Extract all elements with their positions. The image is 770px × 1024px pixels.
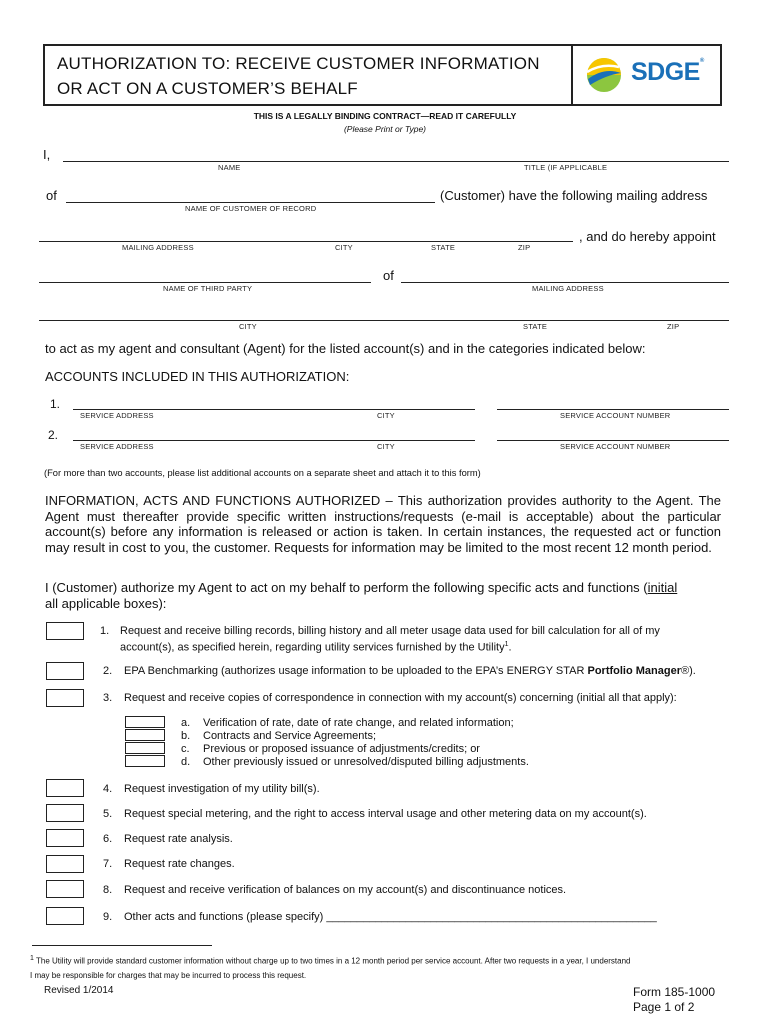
account-row-1-number: 1.	[50, 397, 61, 411]
sdge-logo-text: SDGE®	[631, 58, 704, 86]
customer-of-record-field[interactable]	[66, 202, 435, 203]
subitem-c-text: Previous or proposed issuance of adjustments/credits; or	[203, 743, 480, 755]
third-party-mailing-label: MAILING ADDRESS	[532, 284, 604, 293]
authorize-statement: I (Customer) authorize my Agent to act on my behalf to perform the following specific acts and functions (initial all applicable boxes):	[45, 580, 678, 611]
item-2-number: 2.	[103, 665, 113, 677]
print-notice: (Please Print or Type)	[343, 124, 427, 134]
subitem-d-initial-box[interactable]	[125, 755, 165, 767]
subitem-d-text: Other previously issued or unresolved/disputed billing adjustments.	[203, 756, 529, 768]
subitem-b-text: Contracts and Service Agreements;	[203, 730, 377, 742]
header-divider	[571, 44, 573, 106]
item-6-text: Request rate analysis.	[124, 833, 233, 845]
item-5-text: Request special metering, and the right to access interval usage and other metering data on my account(s).	[124, 808, 647, 820]
item-3-text: Request and receive copies of correspondence in connection with my account(s) concerning (initial all that apply):	[124, 692, 677, 704]
item-7-number: 7.	[103, 858, 113, 870]
item-1-initial-box[interactable]	[46, 622, 84, 640]
item-6-initial-box[interactable]	[46, 829, 84, 847]
subitem-d-letter: d.	[181, 756, 191, 768]
form-number: Form 185-1000	[633, 985, 716, 999]
item-4-text: Request investigation of my utility bill(s).	[124, 783, 320, 795]
subitem-a-text: Verification of rate, date of rate change, and related information;	[203, 717, 514, 729]
item-7-initial-box[interactable]	[46, 855, 84, 873]
item-4-number: 4.	[103, 783, 113, 795]
account-1-address-field[interactable]	[73, 409, 475, 410]
i-label: I,	[43, 147, 51, 162]
third-party-city-state-zip-field[interactable]	[39, 320, 729, 321]
name-label: NAME	[218, 163, 241, 172]
item-6-number: 6.	[103, 833, 113, 845]
account-2-city-label: CITY	[377, 442, 395, 451]
zip-label: ZIP	[518, 243, 531, 252]
account-1-city-label: CITY	[377, 411, 395, 420]
customer-name-field[interactable]	[63, 161, 729, 162]
customer-mailing-text: (Customer) have the following mailing address	[440, 188, 708, 203]
information-authorized-paragraph: INFORMATION, ACTS AND FUNCTIONS AUTHORIZED – This authorization provides authority to the Agent. The Agent must thereafter provide specific written instructions/requests (e-mail is acceptable) about the particular account(s) before any information is released or action is taken. In certain instances, the requested act or function may result in cost to you, the customer. Requests for information may be limited to the most recent 12 month period.	[45, 493, 721, 555]
item-2-text: EPA Benchmarking (authorizes usage information to be uploaded to the EPA’s ENERGY STAR Portfolio Manager®).	[124, 665, 696, 677]
account-2-service-address-label: SERVICE ADDRESS	[80, 442, 154, 451]
mailing-address-label: MAILING ADDRESS	[122, 243, 194, 252]
customer-mailing-address-field[interactable]	[39, 241, 573, 242]
form-title-line-1: AUTHORIZATION TO: RECEIVE CUSTOMER INFORMATION	[57, 54, 540, 73]
item-1-number: 1.	[100, 625, 110, 637]
item-4-initial-box[interactable]	[46, 779, 84, 797]
title-label: TITLE (IF APPLICABLE	[524, 163, 608, 172]
footnote-text: $^1$ The Utility will provide standard customer information without charge up to two times in a 12 month period per service account. After two requests in a year, I understand I may be responsible for charges that may be incurred to process this request.	[30, 955, 631, 980]
item-8-number: 8.	[103, 884, 113, 896]
footnote-divider	[32, 945, 212, 946]
item-9-initial-box[interactable]	[46, 907, 84, 925]
item-3-number: 3.	[103, 692, 113, 704]
item-3-initial-box[interactable]	[46, 689, 84, 707]
third-party-city-label: CITY	[239, 322, 257, 331]
page-number: Page 1 of 2	[633, 1000, 695, 1014]
item-9-text[interactable]: Other acts and functions (please specify) ______________________________________________________	[124, 911, 657, 923]
additional-accounts-note: (For more than two accounts, please list additional accounts on a separate sheet and attach it to this form)	[44, 468, 481, 478]
account-2-address-field[interactable]	[73, 440, 475, 441]
appoint-text: , and do hereby appoint	[579, 229, 716, 244]
account-1-number-field[interactable]	[497, 409, 729, 410]
account-1-number-label: SERVICE ACCOUNT NUMBER	[560, 411, 671, 420]
city-label: CITY	[335, 243, 353, 252]
binding-notice: THIS IS A LEGALLY BINDING CONTRACT—READ IT CAREFULLY	[253, 111, 517, 121]
state-label: STATE	[431, 243, 456, 252]
of-label: of	[46, 188, 57, 203]
item-5-number: 5.	[103, 808, 113, 820]
third-party-of-label: of	[383, 268, 394, 283]
item-5-initial-box[interactable]	[46, 804, 84, 822]
subitem-c-letter: c.	[181, 743, 190, 755]
item-9-number: 9.	[103, 911, 113, 923]
sdge-logo-icon	[584, 55, 630, 95]
third-party-zip-label: ZIP	[667, 322, 680, 331]
customer-of-record-label: NAME OF CUSTOMER OF RECORD	[185, 204, 317, 213]
account-row-2-number: 2.	[48, 428, 59, 442]
item-2-initial-box[interactable]	[46, 662, 84, 680]
account-1-service-address-label: SERVICE ADDRESS	[80, 411, 154, 420]
subitem-b-initial-box[interactable]	[125, 729, 165, 741]
third-party-name-field[interactable]	[39, 282, 371, 283]
subitem-b-letter: b.	[181, 730, 191, 742]
subitem-a-initial-box[interactable]	[125, 716, 165, 728]
agent-text: to act as my agent and consultant (Agent) for the listed account(s) and in the categories indicated below:	[45, 341, 646, 356]
item-7-text: Request rate changes.	[124, 858, 235, 870]
account-2-number-field[interactable]	[497, 440, 729, 441]
account-2-number-label: SERVICE ACCOUNT NUMBER	[560, 442, 671, 451]
item-8-initial-box[interactable]	[46, 880, 84, 898]
accounts-heading: ACCOUNTS INCLUDED IN THIS AUTHORIZATION:	[45, 369, 350, 384]
third-party-state-label: STATE	[523, 322, 548, 331]
form-title-line-2: OR ACT ON A CUSTOMER’S BEHALF	[57, 79, 358, 98]
third-party-name-label: NAME OF THIRD PARTY	[163, 284, 253, 293]
revised-date: Revised 1/2014	[44, 985, 114, 996]
subitem-c-initial-box[interactable]	[125, 742, 165, 754]
subitem-a-letter: a.	[181, 717, 191, 729]
item-1-text: Request and receive billing records, billing history and all meter usage data used for bill calculation for all of my account(s), as specified herein, regarding utility services furnished by the Utility$^1$.	[120, 625, 660, 654]
third-party-mailing-address-field[interactable]	[401, 282, 729, 283]
item-8-text: Request and receive verification of balances on my account(s) and discontinuance notices.	[124, 884, 567, 896]
